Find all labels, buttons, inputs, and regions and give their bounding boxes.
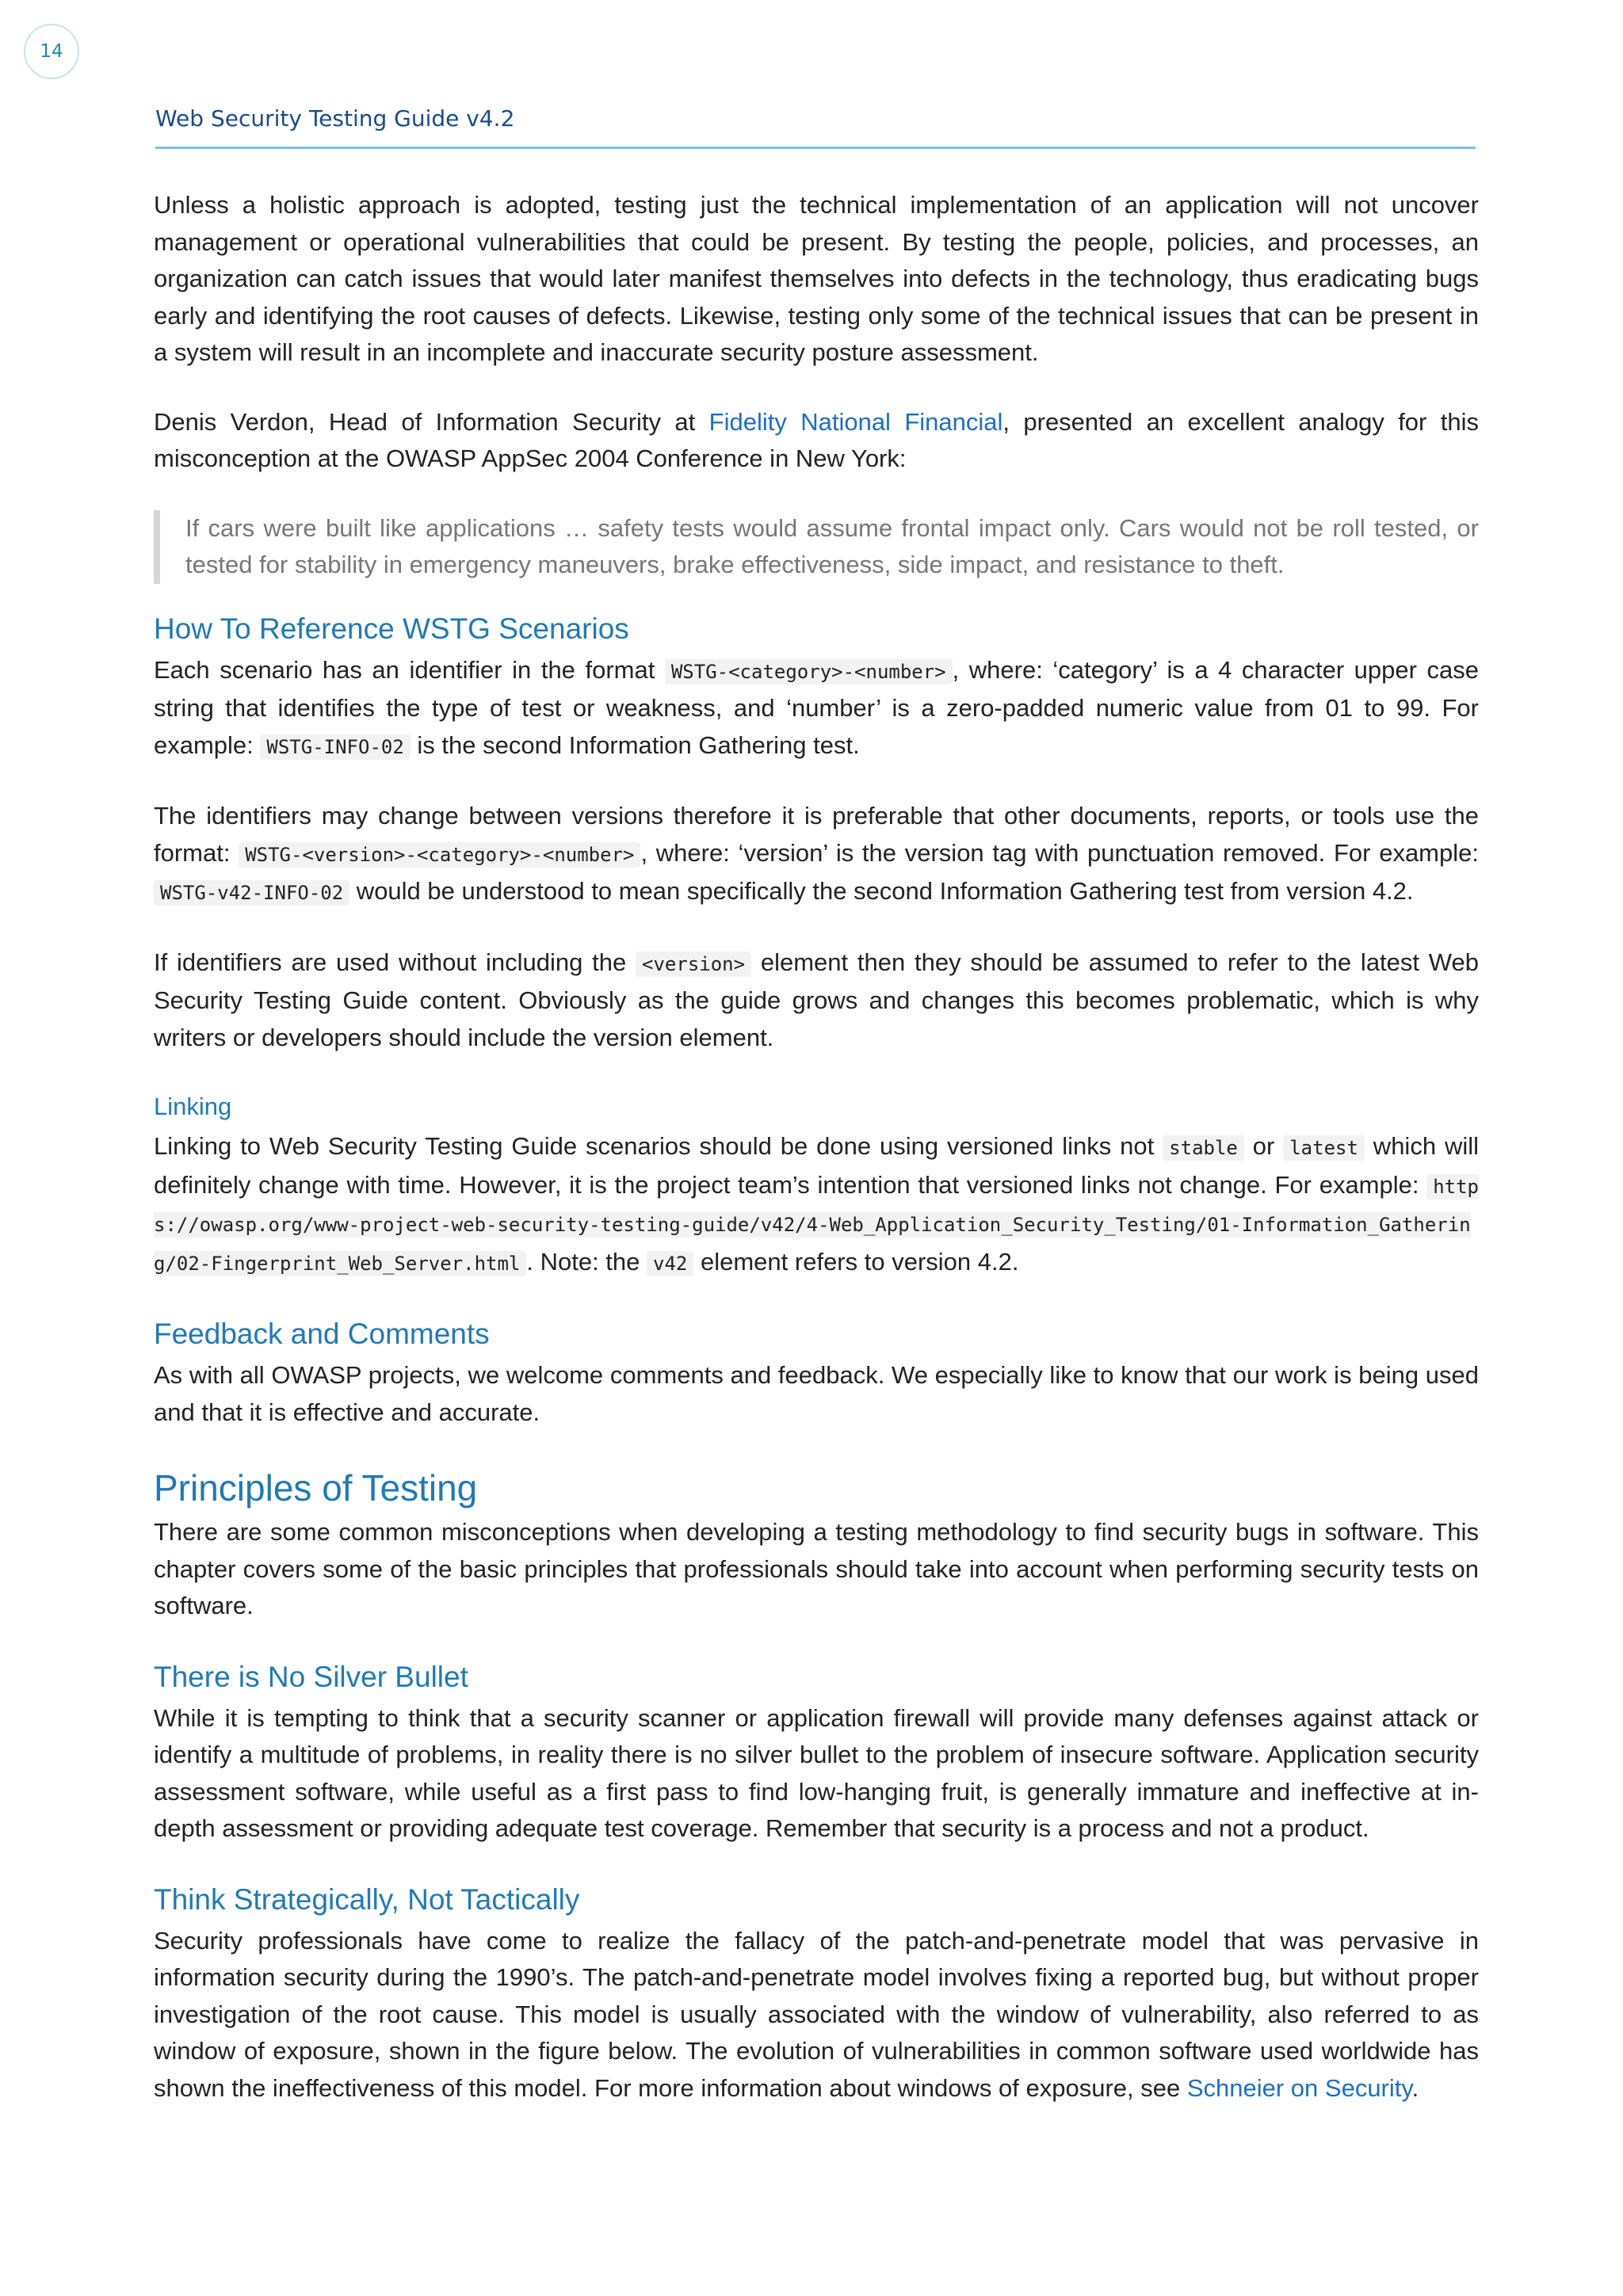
- intro-paragraph-2: [154, 404, 1479, 478]
- text-span: element then they should be assumed to refer to the latest Web Security Testing Guide content. Obviously as the guide grows and changes this becomes problematic, which is why writers or developers should include the version element.: [154, 948, 1479, 1051]
- heading-think-strategically: Think Strategically, Not Tactically: [154, 1882, 580, 1916]
- header-divider: [155, 147, 1476, 149]
- strategic-paragraph: [154, 1923, 1479, 2107]
- intro-paragraph-1: Unless a holistic approach is adopted, testing just the technical implementation of an application will not uncover management or operational vulnerabilities that could be present. By testing the people, policies, and processes, an organization can catch issues that would later manifest themselves into defects in the technology, thus eradicating bugs early and identifying the root causes of defects. Likewise, testing only some of the technical issues that can be present in a system will result in an incomplete and inaccurate security posture assessment.: [154, 191, 1479, 366]
- heading-principles-of-testing: Principles of Testing: [154, 1467, 478, 1508]
- code-category-number: WSTG-<category>-<number>: [665, 659, 953, 685]
- text-span: .: [1411, 2073, 1419, 2102]
- heading-reference-scenarios: How To Reference WSTG Scenarios: [154, 612, 629, 645]
- heading-linking: Linking: [154, 1093, 232, 1120]
- principles-paragraph: There are some common misconceptions when developing a testing methodology to find security bugs in software. This chapter covers some of the basic principles that professionals should take into account when performing security tests on software.: [154, 1518, 1479, 1619]
- text-span: Linking to Web Security Testing Guide scenarios should be done using versioned links not: [154, 1132, 1163, 1160]
- code-example-url: https://owasp.org/www-project-web-security-testing-guide/v42/4-Web_Application_Security_Testing/01-Information_Gathering/02-Fingerprint_Web_Server.html: [154, 1175, 1479, 1275]
- running-header: Web Security Testing Guide v4.2: [155, 105, 515, 132]
- code-v42: v42: [647, 1251, 693, 1276]
- text-span: would be understood to mean specifically the second Information Gathering test from version 4.2.: [349, 877, 1414, 905]
- quote-text: If cars were built like applications … safety tests would assume frontal impact only. Cars would not be roll tested, or tested for stability in emergency maneuvers, brake effectiveness, side impact, and resistance to theft.: [185, 513, 1479, 578]
- heading-feedback: Feedback and Comments: [154, 1318, 490, 1350]
- page-content: [154, 187, 1479, 2139]
- text-span: , presented an excellent analogy for this misconception at the OWASP AppSec 2004 Conference in New York:: [154, 407, 1479, 472]
- text-span: , where: ‘version’ is the version tag with punctuation removed. For example:: [640, 838, 1479, 867]
- text-span: If identifiers are used without including the: [154, 948, 636, 976]
- text-span: Each scenario has an identifier in the format: [154, 655, 665, 684]
- reference-paragraph-3: [154, 944, 1479, 1057]
- code-v42-info-02: WSTG-v42-INFO-02: [154, 880, 349, 906]
- text-span: element refers to version 4.2.: [693, 1247, 1019, 1276]
- feedback-paragraph: As with all OWASP projects, we welcome comments and feedback. We especially like to know that our work is being used and that it is effective and accurate.: [154, 1361, 1479, 1426]
- reference-paragraph-2: [154, 798, 1479, 912]
- text-span: The identifiers may change between versions therefore it is preferable that other documents, reports, or tools use the format:: [154, 802, 1479, 867]
- reference-paragraph-1: [154, 652, 1479, 766]
- schneier-on-security-link[interactable]: Schneier on Security: [1186, 2073, 1412, 2102]
- code-version-element: <version>: [636, 952, 751, 977]
- linking-paragraph: [154, 1128, 1479, 1282]
- text-span: , where: ‘category’ is a 4 character upper case string that identifies the type of test or weakness, and ‘number’ is a zero-padded numeric value from 01 to 99. For example:: [154, 655, 1479, 759]
- blockquote: [154, 510, 1479, 584]
- code-latest: latest: [1283, 1135, 1365, 1161]
- text-span: Security professionals have come to realize the fallacy of the patch-and-penetrate model that was pervasive in information security during the 1990’s. The patch-and-penetrate model involves fixing a reported bug, but without proper investigation of the root cause. This model is usually associated with the window of vulnerability, also referred to as window of exposure, shown in the figure below. The evolution of vulnerabilities in common software used worldwide has shown the ineffectiveness of this model. For more information about windows of exposure, see: [154, 1926, 1479, 2102]
- text-span: is the second Information Gathering test.: [410, 730, 860, 759]
- silver-bullet-paragraph: While it is tempting to think that a security scanner or application firewall will provide many defenses against attack or identify a multitude of problems, in reality there is no silver bullet to the problem of insecure software. Application security assessment software, while useful as a first pass to find low-hanging fruit, is generally immature and ineffective at in-depth assessment or providing adequate test coverage. Remember that security is a process and not a product.: [154, 1703, 1479, 1842]
- text-span: which will definitely change with time. However, it is the project team’s intention that versioned links not change. For example:: [154, 1132, 1480, 1199]
- text-span: or: [1243, 1132, 1284, 1160]
- fidelity-national-financial-link[interactable]: Fidelity National Financial: [708, 407, 1003, 436]
- page-number: 14: [24, 24, 79, 79]
- code-stable: stable: [1163, 1135, 1244, 1161]
- code-version-format: WSTG-<version>-<category>-<number>: [239, 842, 640, 868]
- code-info-02: WSTG-INFO-02: [260, 734, 410, 760]
- text-span: . Note: the: [526, 1247, 647, 1276]
- text-span: Denis Verdon, Head of Information Security at: [154, 407, 709, 436]
- heading-no-silver-bullet: There is No Silver Bullet: [154, 1660, 468, 1693]
